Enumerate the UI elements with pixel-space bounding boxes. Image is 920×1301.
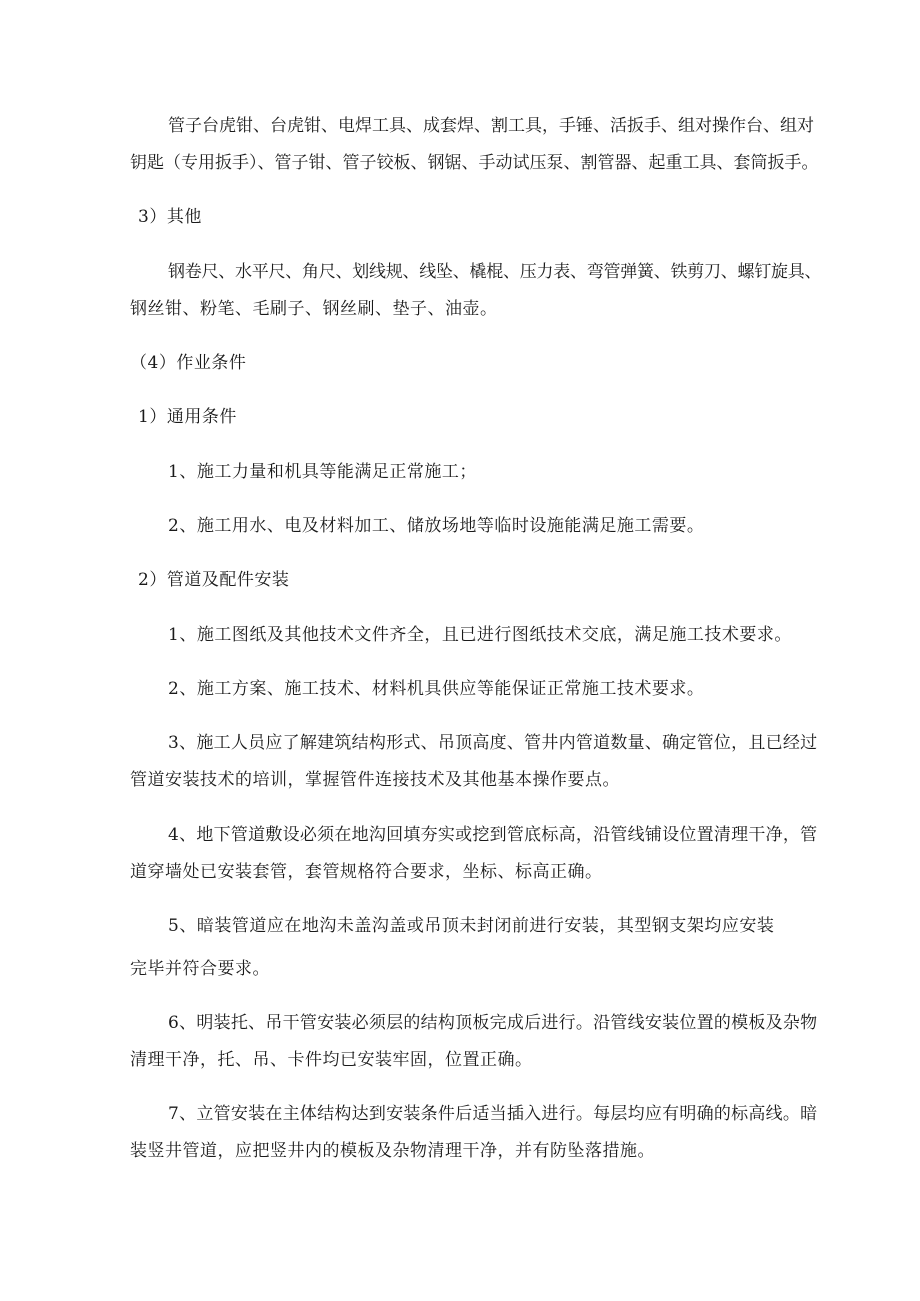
paragraph-tools-line-2: 钥匙（专用扳手）、管子钳、管子铰板、钢锯、手动试压泵、割管器、起重工具、套筒扳手。 (130, 153, 819, 173)
install-item-4-line-1: 4、地下管道敷设必须在地沟回填夯实或挖到管底标高，沿管线铺设位置清理干净，管 (168, 825, 818, 845)
paragraph-tools-line-1: 管子台虎钳、台虎钳、电焊工具、成套焊、割工具，手锤、活扳手、组对操作台、组对 (168, 116, 814, 136)
install-item-3-line-1: 3、施工人员应了解建筑结构形式、吊顶高度、管井内管道数量、确定管位，且已经过 (168, 733, 818, 753)
heading-general-conditions: 1）通用条件 (138, 407, 237, 427)
heading-other: 3）其他 (138, 207, 202, 227)
install-item-6-line-2: 清理干净，托、吊、卡件均已安装牢固，位置正确。 (130, 1050, 533, 1070)
paragraph-measuring-line-2: 钢丝钳、粉笔、毛刷子、钢丝刷、垫子、油壶。 (130, 299, 498, 319)
general-item-1: 1、施工力量和机具等能满足正常施工； (168, 462, 477, 482)
install-item-5-line-1: 5、暗装管道应在地沟未盖沟盖或吊顶未封闭前进行安装，其型钢支架均应安装 (168, 916, 775, 936)
install-item-3-line-2: 管道安装技术的培训，掌握管件连接技术及其他基本操作要点。 (130, 770, 620, 790)
general-item-2: 2、施工用水、电及材料加工、储放场地等临时设施能满足施工需要。 (168, 516, 705, 536)
heading-work-conditions: （4）作业条件 (130, 353, 247, 373)
install-item-2: 2、施工方案、施工技术、材料机具供应等能保证正常施工技术要求。 (168, 679, 705, 699)
install-item-1: 1、施工图纸及其他技术文件齐全，且已进行图纸技术交底，满足施工技术要求。 (168, 625, 792, 645)
install-item-7-line-2: 装竖井管道，应把竖井内的模板及杂物清理干净，并有防坠落措施。 (130, 1141, 655, 1161)
heading-pipe-installation: 2）管道及配件安装 (138, 570, 290, 590)
paragraph-measuring-line-1: 钢卷尺、水平尺、角尺、划线规、线坠、橇棍、压力表、弯管弹簧、铁剪刀、螺钉旋具、 (168, 262, 822, 282)
install-item-7-line-1: 7、立管安装在主体结构达到安装条件后适当插入进行。每层均应有明确的标高线。暗 (168, 1104, 818, 1124)
install-item-5-line-2: 完毕并符合要求。 (130, 959, 270, 979)
install-item-6-line-1: 6、明装托、吊干管安装必须层的结构顶板完成后进行。沿管线安装位置的模板及杂物 (168, 1013, 818, 1033)
install-item-4-line-2: 道穿墙处已安装套管，套管规格符合要求，坐标、标高正确。 (130, 862, 603, 882)
